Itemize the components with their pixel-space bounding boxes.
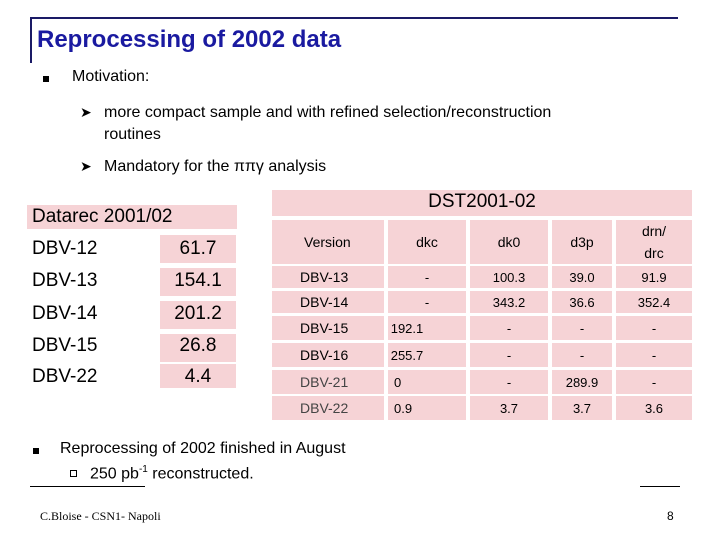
datarec-row-name: DBV-15 — [32, 335, 98, 356]
finished-sub-prefix: 250 pb — [90, 465, 139, 483]
motivation-item-1-line1: more compact sample and with refined selection/reconstruction — [104, 104, 552, 121]
dst-row-dkc: 0 — [394, 375, 402, 390]
title-frame-top — [30, 17, 678, 19]
motivation-item-2: Mandatory for the ππγ analysis — [104, 158, 327, 175]
page-number: 8 — [667, 509, 674, 523]
dst-row-drn: - — [651, 321, 657, 336]
dst-row-version: DBV-14 — [300, 294, 349, 310]
dst-header-dk0: dk0 — [497, 234, 521, 250]
datarec-row-name: DBV-14 — [32, 303, 98, 324]
datarec-row-name: DBV-12 — [32, 238, 98, 259]
dst-row-dk0: - — [506, 348, 512, 363]
dst-row-d3p: - — [579, 348, 585, 363]
arrow-bullet-icon: ➤ — [80, 104, 92, 120]
dst-row-drn: - — [651, 375, 657, 390]
slide-title: Reprocessing of 2002 data — [37, 26, 342, 53]
motivation-item-1-line2: routines — [104, 126, 161, 143]
dst-row-version: DBV-16 — [300, 347, 349, 363]
dst-row-version: DBV-13 — [300, 269, 349, 285]
finished-subline — [90, 464, 254, 483]
dst-row-version: DBV-21 — [300, 374, 349, 390]
dst-row-dk0: 3.7 — [499, 401, 519, 416]
datarec-row-value: 154.1 — [174, 270, 222, 291]
dst-row-dkc: 192.1 — [390, 321, 424, 336]
footer-divider — [640, 486, 680, 487]
bullet-square-icon — [43, 76, 49, 82]
dst-row-d3p: 289.9 — [565, 375, 599, 390]
hollow-square-bullet-icon — [70, 470, 77, 477]
datarec-row-value: 201.2 — [174, 303, 222, 324]
dst-header-drn: drn/ — [641, 223, 667, 239]
dst-row-version: DBV-15 — [300, 320, 349, 336]
datarec-title: Datarec 2001/02 — [32, 206, 173, 227]
datarec-row-value: 61.7 — [179, 238, 217, 259]
datarec-row-value: 26.8 — [179, 335, 217, 356]
footer-divider — [30, 486, 145, 487]
dst-row-d3p: 39.0 — [569, 270, 595, 285]
dst-row-dkc: 0.9 — [394, 401, 413, 416]
dst-header-d3p: d3p — [570, 234, 594, 250]
dst-header-drc: drc — [644, 245, 664, 261]
dst-row-dk0: 100.3 — [492, 270, 526, 285]
dst-header-version: Version — [304, 234, 351, 250]
finished-sub-sup: -1 — [138, 464, 148, 475]
dst-row-d3p: 3.7 — [572, 401, 592, 416]
arrow-bullet-icon: ➤ — [80, 158, 92, 174]
footer-author: C.Bloise - CSN1- Napoli — [40, 509, 161, 523]
dst-row-dkc: - — [424, 270, 430, 285]
datarec-row-name: DBV-22 — [32, 366, 98, 387]
motivation-heading: Motivation: — [72, 68, 150, 85]
title-frame-left — [30, 17, 32, 63]
finished-text: Reprocessing of 2002 finished in August — [60, 440, 346, 457]
dst-row-drn: 3.6 — [644, 401, 664, 416]
finished-sub-suffix: reconstructed. — [147, 465, 254, 483]
datarec-row-name: DBV-13 — [32, 270, 98, 291]
dst-row-version: DBV-22 — [300, 400, 349, 416]
dst-row-dk0: - — [506, 375, 512, 390]
dst-row-d3p: - — [579, 321, 585, 336]
dst-row-d3p: 36.6 — [569, 295, 595, 310]
datarec-row-value: 4.4 — [184, 366, 212, 387]
dst-row-dk0: 343.2 — [492, 295, 526, 310]
dst-row-drn: 352.4 — [637, 295, 671, 310]
dst-row-dkc: - — [424, 295, 430, 310]
dst-title: DST2001-02 — [428, 191, 536, 212]
dst-row-drn: - — [651, 348, 657, 363]
bullet-square-icon — [33, 448, 39, 454]
dst-header-dkc: dkc — [416, 234, 438, 250]
dst-row-drn: 91.9 — [641, 270, 667, 285]
dst-row-dkc: 255.7 — [390, 348, 424, 363]
dst-row-dk0: - — [506, 321, 512, 336]
